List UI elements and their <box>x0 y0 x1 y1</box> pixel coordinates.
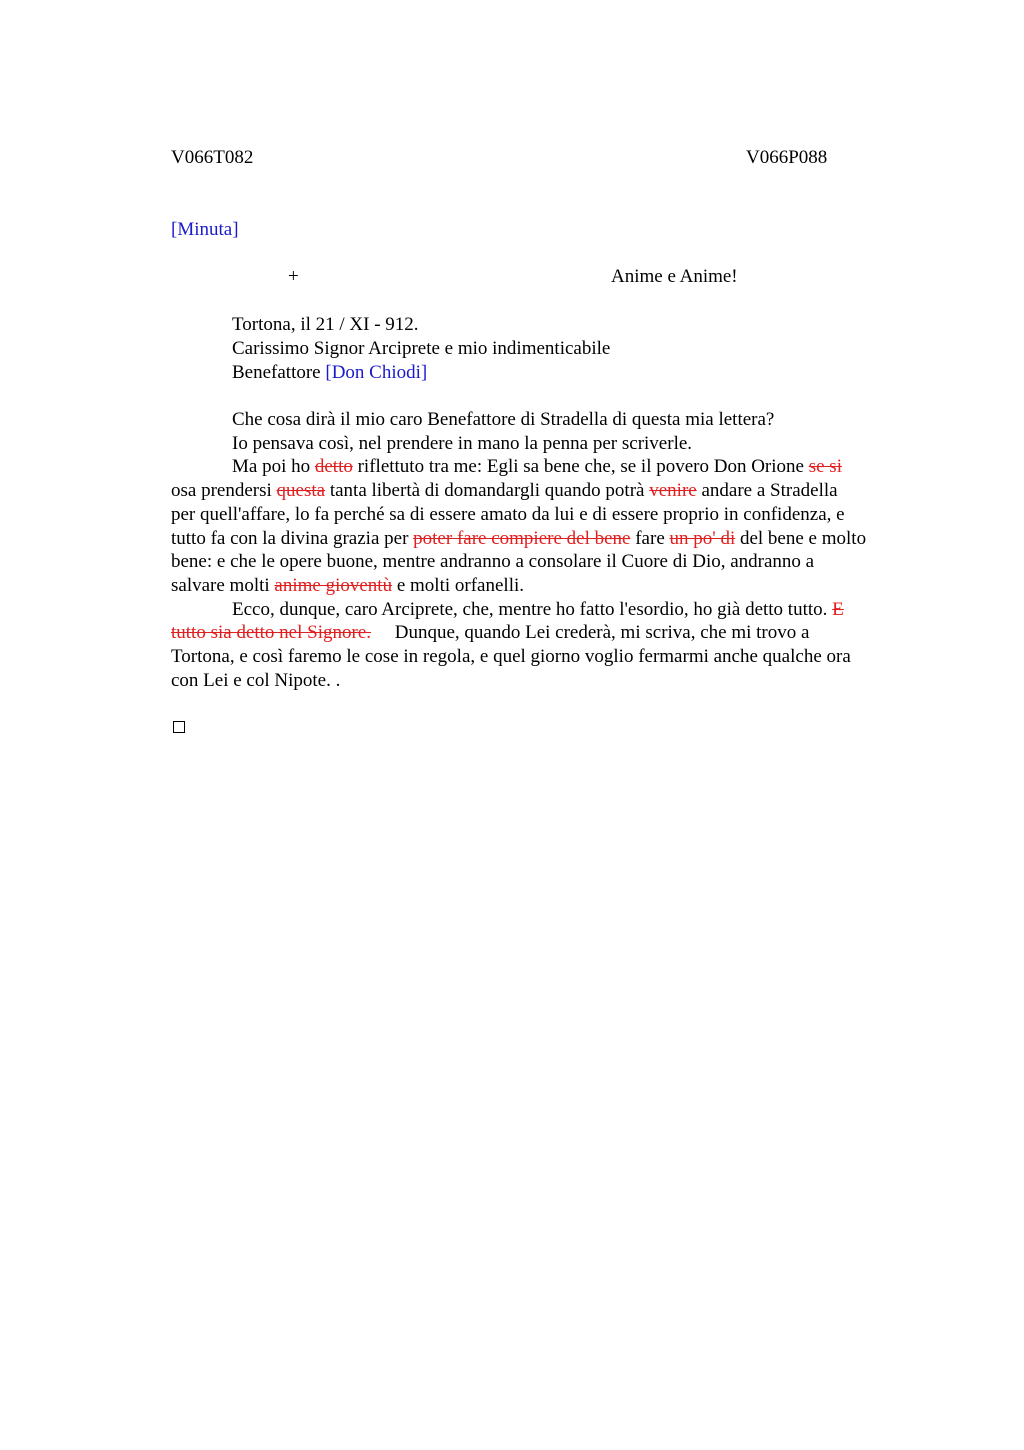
deleted-text: E <box>832 598 844 620</box>
body-text: salvare molti <box>171 574 275 596</box>
body-text: e molti orfanelli. <box>392 574 524 596</box>
editorial-note: [Don Chiodi] <box>325 362 428 383</box>
body-line <box>171 645 931 669</box>
body-text: per quell'affare, lo fa perché sa di essere amato da lui e di essere proprio in confidenza, e <box>171 503 845 525</box>
minuta-note: [Minuta] <box>171 219 239 240</box>
body-line <box>171 598 931 622</box>
body-line <box>171 503 931 527</box>
date-line: Tortona, il 21 / XI - 912. <box>232 314 419 335</box>
body-line <box>171 550 931 574</box>
deleted-text: se si <box>808 456 842 478</box>
letter-body <box>171 408 931 692</box>
body-text: Tortona, e così faremo le cose in regola, e quel giorno voglio fermarmi anche qualche ora <box>171 646 851 668</box>
deleted-text: detto <box>314 456 353 478</box>
body-line <box>171 432 931 456</box>
body-line <box>171 574 931 598</box>
deleted-text: un po' di <box>669 527 736 549</box>
body-text: osa prendersi <box>171 480 277 502</box>
body-text: tutto fa con la divina grazia per <box>171 527 414 549</box>
deleted-text: anime gioventù <box>274 574 393 596</box>
deleted-text: tutto sia detto nel Signore. <box>171 622 372 644</box>
body-text: Ma poi ho <box>232 456 315 478</box>
body-line <box>171 669 931 693</box>
body-text: del bene e molto <box>735 527 867 549</box>
body-text: fare <box>630 527 670 549</box>
body-line <box>171 479 931 503</box>
body-line <box>171 455 931 479</box>
body-text: andare a Stradella <box>696 480 838 502</box>
body-text: Dunque, quando Lei crederà, mi scriva, che mi trovo a <box>371 622 810 644</box>
deleted-text: questa <box>276 480 326 502</box>
body-line <box>171 408 931 432</box>
deleted-text: poter fare compiere del bene <box>413 527 631 549</box>
body-line <box>171 527 931 551</box>
salutation-line-2 <box>232 361 427 385</box>
salutation-line: Carissimo Signor Arciprete e mio indimenticabile <box>232 338 611 359</box>
salutation-text: Benefattore <box>232 362 321 383</box>
body-text: tanta libertà di domandargli quando potrà <box>325 480 650 502</box>
body-text: con Lei e col Nipote. . <box>171 669 341 691</box>
body-line <box>171 621 931 645</box>
body-text: bene: e che le opere buone, mentre andranno a consolare il Cuore di Dio, andranno a <box>171 551 815 573</box>
document-code-left: V066T082 <box>171 147 254 168</box>
body-text: Io pensava così, nel prendere in mano la penna per scriverle. <box>232 432 693 454</box>
body-text: Che cosa dirà il mio caro Benefattore di Stradella di questa mia lettera? <box>232 409 775 430</box>
checkbox-icon <box>173 721 185 733</box>
body-text: riflettuto tra me: Egli sa bene che, se il povero Don Orione <box>352 456 809 478</box>
motto-heading: Anime e Anime! <box>611 266 738 287</box>
deleted-text: venire <box>649 480 697 502</box>
document-code-right: V066P088 <box>746 147 828 168</box>
body-text: Ecco, dunque, caro Arciprete, che, mentre ho fatto l'esordio, ho già detto tutto. <box>232 598 833 620</box>
cross-symbol: + <box>288 266 299 287</box>
